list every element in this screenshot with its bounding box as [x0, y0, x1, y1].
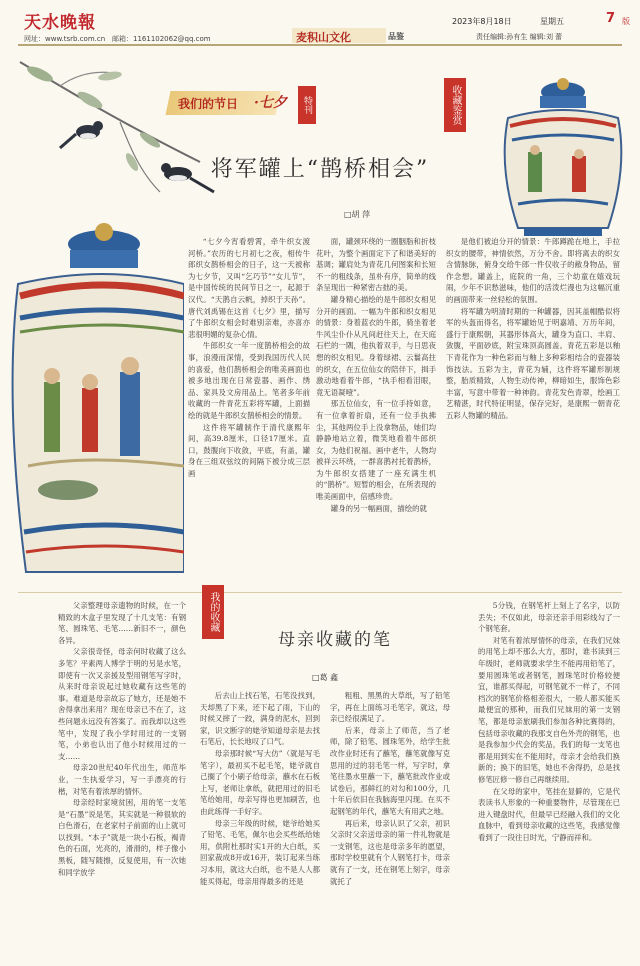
article1-paragraph: 是他们被迫分开的情景：牛郎蹲跪在地上，手拉织女的腰带，神情依然，万分不舍。即将离去的织女含情脉脉，俯身交给牛郎一件仅收子的敝身物品，留作念想。罐盖上，庭院的一角，三个幼童在嬉戏玩闹，少年不识愁滋味，他们的活泼烂漫也为这幅沉重的画面带来一丝轻松的氛围。	[446, 237, 620, 304]
general-jar-photo-large	[8, 222, 184, 592]
article2-paragraph: 母亲经时家境贫困，用的笔一支笔是“石墨”说是笔，其实就是一种很软的白色滑石，在老家村子前面的山上就可以找到。“本子”就是一块小石板，褐青色的石面，光亮的，滑滑的，样子像小黑板，随写随擦，反复使用，有一次她和同学放学	[58, 798, 186, 877]
editor-credits: 责任编辑:孙有生 编辑:刘 蕾	[476, 33, 563, 41]
magpie-bird-left	[60, 121, 103, 148]
article2-paragraph: 粗粗、黑黑的大草纸，写了铅笔字，再在上面练习毛笔字，就这，母亲已经很满足了。	[330, 691, 450, 724]
column-tag-collection: 收藏鉴赏	[444, 78, 466, 132]
article2-column-1	[58, 600, 186, 952]
issue-weekday: 星期五	[540, 17, 564, 26]
article2-author: □葛 鑫	[312, 673, 339, 682]
article2-title: 母亲收藏的笔	[278, 630, 392, 650]
festival-banner-mark: ·七夕	[254, 95, 287, 111]
column-tag-my-collection: 我的收藏	[202, 585, 224, 639]
article2-column-3	[330, 690, 450, 952]
article-divider	[18, 592, 622, 593]
email-label: 邮箱：1161102062@qq.com	[112, 35, 211, 43]
article1-paragraph: 这件将军罐制作于清代康熙年间，高39.8厘米，口径17厘米。直口，鼓腹向下收敛，平底，有盖，罐身在三组双弦纹的间隔下被分成三层画	[188, 422, 310, 478]
article1-paragraph: 面，罐颈环绕的一圈胭脂和折枝花叶，为整个画面定下了和谐美好的基调；罐肩处为青花几何图案和长短不一的粗线条，虽朴有序，简单的线条呈现出一种紧密古拙的美。	[316, 237, 436, 293]
article2-paragraph: 对笔有着浓厚情怀的母亲，在我们兄妹的用笔上却不那么大方，那时，谁书读到三年级时，老师就要求学生不能再用铅笔了，要用圆珠笔或者钢笔，圆珠笔时价格较便宜，谁都买得起，可钢笔就不一样了，不同档次的钢笔价格相差很大，一般人都买能买最便宜的那种，而我们兄妹用的第一支钢笔，都是母亲旅刷我们参加各种比赛得的，包括母亲收藏的我那支自色外壳的钢笔，也是我参加少代会的奖品，我们的每一支笔也都是用到实在不能用时，母亲才会给我们换新的；换下的旧笔，她也不舍得扔，总是找修笔匠修一修自己再继续用。	[478, 635, 620, 784]
article2-paragraph: 母亲那时候“写大仿”（就是写毛笔字），最初买不起毛笔，姥爷就自己搁了个小刷子给母亲，蘸水在石板上写，老师让拿纸，就把用过的旧毛笔给她用，母亲写得也更加刷苦，也由此练得一手好字。	[200, 748, 320, 816]
article2-paragraph: 母亲20世纪40年代出生，师范毕业，一生执爱学习，写一手漂亮的行楷，对笔有着浓厚的情怀。	[58, 763, 186, 796]
article2-paragraph: 在父母的家中，笔挂在显僻的，它是代表读书人形象的一种重要物件，尽管现在已进入键盘时代，但最早已经融入我们的文化血脉中，看到母亲收藏的这些笔，我感觉像看到了一段往日时光，宁静而祥和。	[478, 786, 620, 842]
website-label: 网址：www.tsrb.com.cn	[24, 35, 106, 43]
article1-paragraph: 罐身的另一幅画面，描绘的就	[330, 503, 427, 513]
article1-paragraph: 那五位仙女，有一位手持如意，有一位拿着折扇，还有一位手执拂尘，其他两位手上没拿物品，她们均静静地站立着，微笑地看着牛郎织女，为他们祝福。画中老牛，人物均被祥云环绕，一群喜鹊衬托着鹊桥，为牛郎织女搭建了一座充满生机的“鹊桥”。短暂的相会，在所表现的唯美画面中，倍感珍贵。	[316, 399, 436, 502]
issue-date: 2023年8月18日	[452, 17, 512, 26]
special-issue-tag: 特刊	[298, 86, 316, 124]
section-name: 麦积山文化	[296, 31, 351, 44]
article1-column-1	[188, 236, 310, 582]
article2-paragraph: 母亲三年级的时候，姥爷给她买了铅笔、毛笔，佩尔也会买些纸给她用，供附杜那时实1开的大白纸，买回家裁成8开或16开，装订起来当练习本用，就这大白纸，也不是人人都能买得起，母亲用得最多的还是	[200, 818, 320, 886]
article1-paragraph: 牛郎织女一年一度鹊桥相会的故事，浪漫而深情，受到我国历代人民的喜爱，他们鹊桥相会的唯美画面也被多地出现在日常瓷器、画作、绣品、家具及文房用品上。笔者多年前收藏的一件青花五彩将军罐，上面描绘的就是牛郎织女鹊桥相会的情景。	[188, 341, 310, 420]
newspaper-logo: 天水晚報	[24, 13, 96, 33]
article2-paragraph: 再后来，母亲认识了父亲，初识父亲时父亲送母亲的第一件礼物就是一支钢笔，这也是母亲多年的愿望，那时学校里就有个人钢笔打卡，母亲就有了一支，还在钢笔上刻字，母亲就托了	[330, 818, 450, 886]
article2-column-4	[478, 600, 620, 952]
magpie-branch-illustration	[0, 52, 240, 212]
article1-column-2	[316, 236, 436, 582]
page-number: 7	[606, 11, 616, 26]
article2-paragraph: 后去山上找石笔，石笔没找到，天却黑了下来，还下起了雨，下山的时候又摔了一跤，满身的泥水，回到家，识文断字的姥爷知道母亲是去找石笔后，长长地叹了口气。	[200, 691, 320, 747]
page-number-suffix: 版	[622, 17, 630, 26]
article2-paragraph: 父亲很奇怪，母亲何时收藏了这么多笔？平素两人博学于明的另是水笔，即使有一次又亲援及型用钢笔写字时，从来时母亲说起过她收藏有这些笔的事。难道是母亲故忘了她方，还是她不舍得拿出来用？现在母亲已不在了，这些问题永远没有答案了。而我却以这些笔中，发现了我小学时用过的一支钢笔，小弟也认出了他小时候用过的一支……	[58, 647, 186, 761]
article1-paragraph: 罐身精心描绘的是牛郎织女相见分开的画面。一幅为牛郎和织女相见的情景：身着蓝衣的牛郎，骑坐着老牛风尘仆仆从凡间赶往天上，在天庭石栏的一隅，他执着双手，与日思夜想的织女相见。身着绿裙、云鬟高拄的织女，在五位仙女的陪伴下，揖手激动地看着牛郎，“执手相看泪眼，竟无语凝噎”。	[316, 294, 436, 397]
article2-paragraph: 父亲整理母亲遗物的时候，在一个精致的木盒子里发现了十几支笔：有钢笔、圆珠笔、毛笔……新旧不一，颜色各异。	[58, 601, 186, 645]
article1-paragraph: “七夕今宵看碧霄，牵牛织女渡河桥。”农历的七月初七之夜，相传牛郎织女鹊桥相会的日子，这一天被称为七夕节，又叫“乞巧节”“女儿节”，是中国传统的民间节日之一，起源于汉代。“天鹊自云帆，掉织于天孙”。唐代刘禹锡在这首《七夕》里，描写了牛郎织女相会时难别亲难，亦喜亦悲很明媚的复杂心情。	[188, 237, 310, 339]
article1-author: □胡 萍	[344, 210, 371, 219]
festival-banner-text: 我们的节日	[178, 97, 239, 111]
article1-paragraph: 将军罐为明清时期的一种罐器，因其盖帽酷似将军的头盔而得名，将军罐始见于明嘉靖、万历年间，盛行于康熙朝，其器形体高大，罐身为直口、丰肩、敛腹，平面砂底，附宝珠顶高圆盖。青花五彩是以釉下青花作为一种色彩而与釉上多种彩相结合的瓷器装饰技法。五彩为主，青花为辅，这件将军罐形制规整，胎质精致，人物生动传神，柳暗如生，服饰色彩丰富，写意中带着一种神韵。青花发色青翠，绘画工艺精湛，时代特征明显，保存完好，是康熙一朝青花五彩人物罐的精品。	[446, 306, 620, 420]
article2-paragraph: 后来，母亲上了师范，当了老师，除了铅笔、圆珠笔外，给学生批改作业时还有了蘸笔，蘸笔就像写克思用的过的羽毛笔一样，写字时，拿笔往墨水里蘸一下，蘸笔批改作业或试卷后，那鲜红的对勾和100分，几十年后依旧在我脑海里闪现。在买不起钢笔的年代，蘸笔大有用武之地。	[330, 725, 450, 816]
section-subtitle: 品鉴	[388, 32, 404, 41]
masthead-rule	[18, 44, 622, 46]
article2-paragraph: 5分钱，在钢笔杆上刻上了名字，以防丢失；不仅如此，母亲还亲手用彩线勾了一个钢笔套。	[478, 601, 620, 634]
article1-title: 将军罐上“鹊桥相会”	[210, 157, 430, 182]
article1-column-3	[446, 236, 620, 582]
article2-column-2	[200, 690, 320, 952]
